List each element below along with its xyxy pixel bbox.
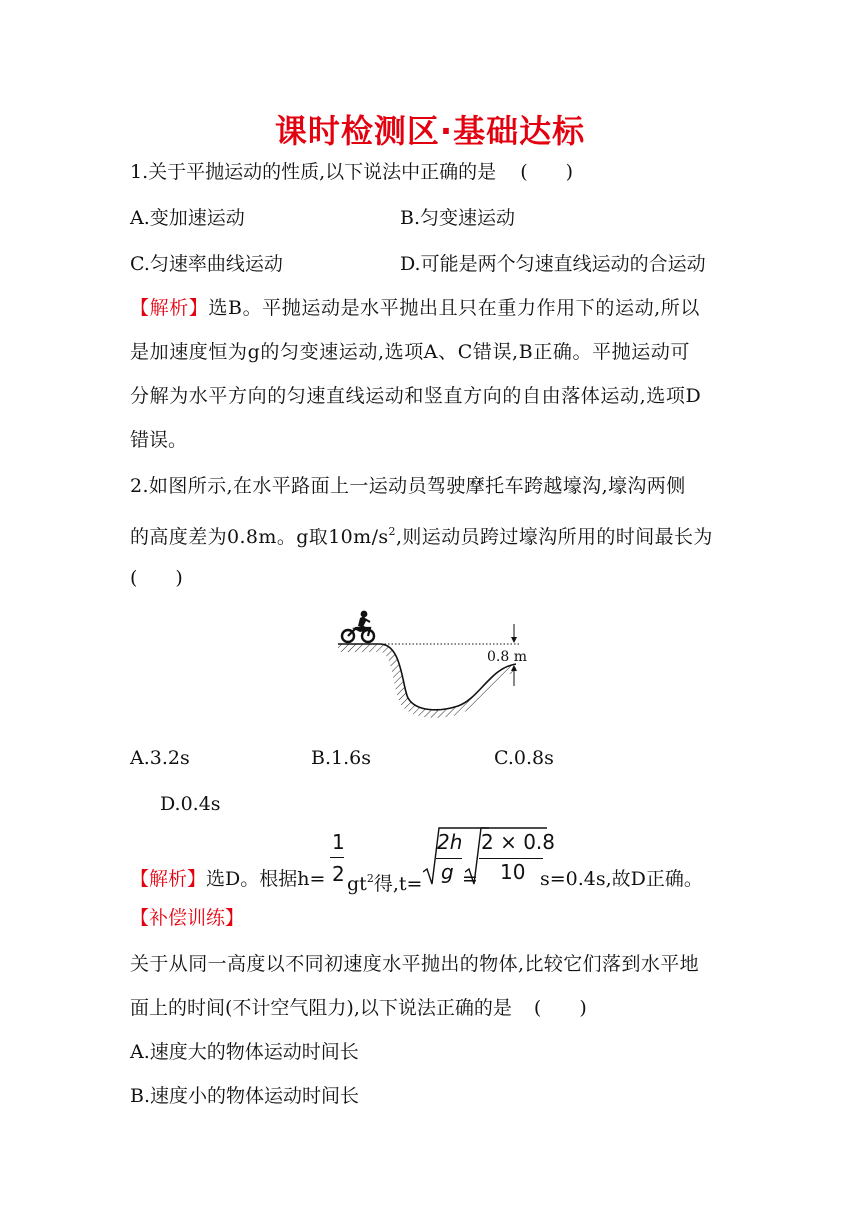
q1-analysis-line-4: 错误。 (130, 429, 188, 451)
sqrt2-fraction-bar (479, 858, 543, 859)
q2-analysis-text-c: 得,t= (373, 873, 423, 895)
arrow-down-icon (511, 637, 517, 643)
q2-analysis-tag: 【解析】 (130, 868, 207, 890)
q2-answer-paren: ( ) (130, 567, 183, 589)
q1-option-a: A.变加速运动 (130, 207, 245, 229)
q1-analysis-line-2: 是加速度恒为g的匀变速运动,选项A、C错误,B正确。平抛运动可 (130, 341, 691, 363)
q1-analysis-line-1 (130, 296, 700, 320)
sqrt2-numerator: 2 × 0.8 (481, 830, 556, 854)
q1-stem-text: 1.关于平抛运动的性质,以下说法中正确的是 (130, 161, 497, 183)
sqrt1-fraction-bar (436, 858, 462, 859)
supplement-stem-line-1: 关于从同一高度以不同初速度水平抛出的物体,比较它们落到水平地 (130, 953, 700, 975)
supplement-option-b: B.速度小的物体运动时间长 (130, 1085, 360, 1107)
q2-stem-line-1: 2.如图所示,在水平路面上一运动员驾驶摩托车跨越壕沟,壕沟两侧 (130, 475, 686, 497)
half-denominator: 2 (332, 862, 345, 886)
ditch-figure (330, 606, 530, 724)
supplement-tag: 【补偿训练】 (130, 907, 245, 929)
half-numerator: 1 (332, 830, 345, 854)
supplement-answer-paren: ( ) (533, 997, 587, 1019)
q2-option-b: B.1.6s (311, 747, 371, 769)
q2-stem-line-2 (130, 520, 713, 549)
sqrt2-denominator: 10 (500, 860, 526, 884)
sqrt1-denominator: g (441, 860, 454, 884)
q1-analysis-text-1: 选B。平抛运动是水平抛出且只在重力作用下的运动,所以 (208, 297, 701, 319)
q2-option-c: C.0.8s (494, 747, 554, 769)
gt-exponent: 2 (366, 872, 374, 885)
half-fraction-bar (330, 857, 344, 858)
q2-analysis-text-a: 选D。根据h= (206, 868, 326, 890)
q2-analysis-text-e: s=0.4s,故D正确。 (540, 868, 703, 890)
height-label: 0.8 m (487, 649, 527, 665)
q2-analysis-line (130, 867, 325, 891)
q2-unit-exponent: 2 (388, 525, 396, 538)
supplement-stem-line-2 (130, 996, 587, 1020)
equals-sign: = (462, 868, 478, 890)
q1-option-d: D.可能是两个匀速直线运动的合运动 (400, 253, 706, 275)
q2-stem-line-2b: ,则运动员跨过壕沟所用的时间最长为 (395, 526, 713, 548)
q2-analysis-text-b (347, 867, 422, 896)
q1-answer-paren: ( ) (520, 161, 574, 183)
q2-option-a: A.3.2s (130, 747, 190, 769)
q2-option-d: D.0.4s (160, 793, 221, 815)
motorcycle-icon (342, 611, 374, 642)
q1-option-b: B.匀变速运动 (400, 207, 516, 229)
q1-analysis-line-3: 分解为水平方向的匀速直线运动和竖直方向的自由落体运动,选项D (130, 385, 702, 407)
q1-analysis-tag: 【解析】 (130, 297, 209, 319)
q2-stem-line-2a: 的高度差为0.8m。g取10m/s (130, 526, 389, 548)
supplement-option-a: A.速度大的物体运动时间长 (130, 1041, 359, 1063)
q1-stem (130, 160, 573, 184)
gt-term: gt (347, 873, 367, 895)
supplement-stem-line-2-text: 面上的时间(不计空气阻力),以下说法正确的是 (130, 997, 512, 1019)
sqrt1-numerator: 2h (437, 830, 463, 854)
page-title: 课时检测区·基础达标 (274, 112, 586, 150)
q1-option-c: C.匀速率曲线运动 (130, 253, 283, 275)
